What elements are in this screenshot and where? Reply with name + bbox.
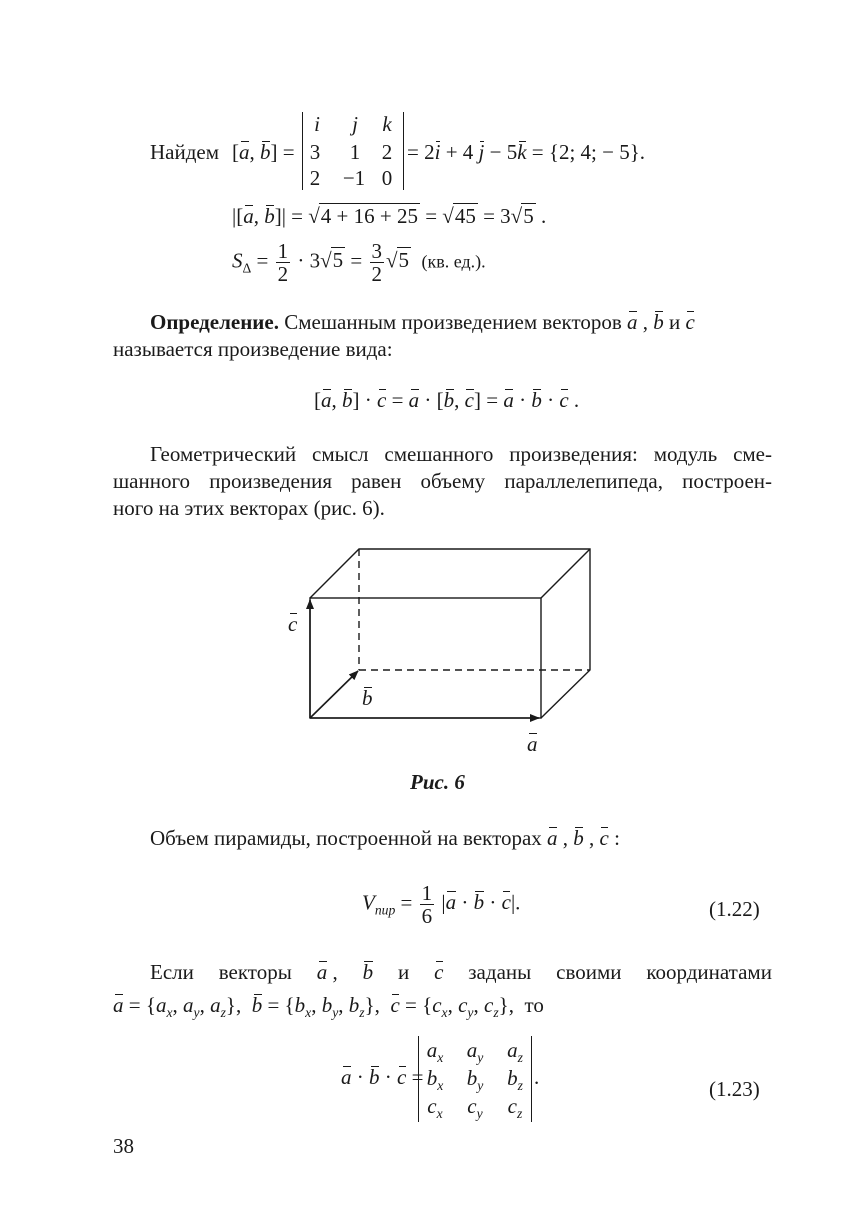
det-cell: j (352, 112, 358, 136)
figure-caption: Рис. 6 (410, 770, 465, 794)
label-b: b (362, 686, 373, 710)
det-cell: 3 (309, 140, 321, 164)
word: и (397, 960, 410, 984)
geometric-line-1: Геометрический смысл смешанного произведения: модуль сме- (150, 442, 772, 466)
front-face (310, 598, 541, 718)
det-period: . (534, 1065, 540, 1089)
parallelepiped-figure (270, 535, 610, 765)
definition-line-1: Определение. Смешанным произведением векторов a , b и c (150, 310, 695, 334)
pyramid-text-words: Объем пирамиды, построенной на векторах (150, 826, 542, 850)
definition-and: и (669, 310, 681, 334)
det-cell: i (314, 112, 320, 136)
det-cell: $c_y$ (467, 1094, 483, 1122)
det-cell: $b_x$ (426, 1066, 444, 1094)
label-a: a (527, 732, 538, 756)
det-cell: 2 (381, 140, 393, 164)
word: Если (150, 960, 194, 984)
det-cell: $a_x$ (426, 1038, 444, 1066)
coords-line-2: $a = \{a_x$, $a_y$, $a_z$}, $b = \{b_x$, $b_y$, $b_z$}, $c = \{c_x$, $c_y$, $c_z$}, то (113, 993, 544, 1021)
abs-cross-line: |[a, b]| = √4 + 16 + 25 = √45 = 3√5 . (232, 204, 547, 228)
det-cell: −1 (342, 166, 366, 190)
label-c: c (288, 612, 298, 636)
cross-rhs: = 2i + 4 j − 5k = {2; 4; − 5}. (407, 140, 646, 164)
word: своими (556, 960, 622, 984)
word: координатами (646, 960, 772, 984)
pyramid-formula: $V_{пир}$ = $\frac{1}{6}$ |a · b · c|. (362, 881, 521, 929)
det-cell: k (382, 112, 392, 136)
vector-b-arrow (310, 671, 358, 718)
cross-determinant (302, 112, 404, 190)
top-right-edge (541, 549, 590, 598)
word: заданы (468, 960, 532, 984)
word-to: то (524, 993, 544, 1017)
cross-lhs: [a, b] = (232, 140, 295, 164)
definition-term: Определение. (150, 310, 279, 334)
eq-number-1-23: (1.23) (709, 1077, 760, 1101)
geometric-line-2: шанного произведения равен объему параллелепипеда, построен- (113, 469, 772, 493)
mixed-product-formula: [a, b] · c = a · [b, c] = a · b · c . (314, 388, 580, 412)
definition-line-2: называется произведение вида: (113, 337, 393, 361)
area-line: $S_\Delta$ = $\frac{1}{2}$ · 3√5 = $\frac{3}{2}$ √5 (кв. ед.). (232, 239, 486, 287)
eq-number-1-22: (1.22) (709, 897, 760, 921)
definition-text-1: Смешанным произведением векторов (284, 310, 622, 334)
find-word: Найдем (150, 140, 220, 164)
det-cell: $b_y$ (466, 1066, 484, 1094)
pyramid-subscript: пир (374, 902, 396, 918)
geometric-line-3: ного на этих векторах (рис. 6). (113, 496, 385, 520)
mixed-det-lhs: a · b · c = (341, 1065, 424, 1089)
word: векторы (218, 960, 292, 984)
coords-line-1: Если векторы a , b и c заданы своими координатами (150, 960, 772, 984)
det-cell: 1 (349, 140, 361, 164)
det-cell: 2 (309, 166, 321, 190)
pyramid-text: Объем пирамиды, построенной на векторах a , b , c : (150, 826, 620, 850)
page-number: 38 (113, 1134, 134, 1158)
det-cell: $c_x$ (427, 1094, 443, 1122)
area-units: (кв. ед.). (421, 251, 486, 272)
det-cell: $b_z$ (507, 1066, 523, 1094)
coords-determinant (418, 1036, 532, 1122)
det-cell: $a_y$ (466, 1038, 484, 1066)
det-cell: 0 (381, 166, 393, 190)
det-cell: $a_z$ (507, 1038, 523, 1066)
back-edges (310, 549, 590, 718)
det-cell: $c_z$ (507, 1094, 523, 1122)
